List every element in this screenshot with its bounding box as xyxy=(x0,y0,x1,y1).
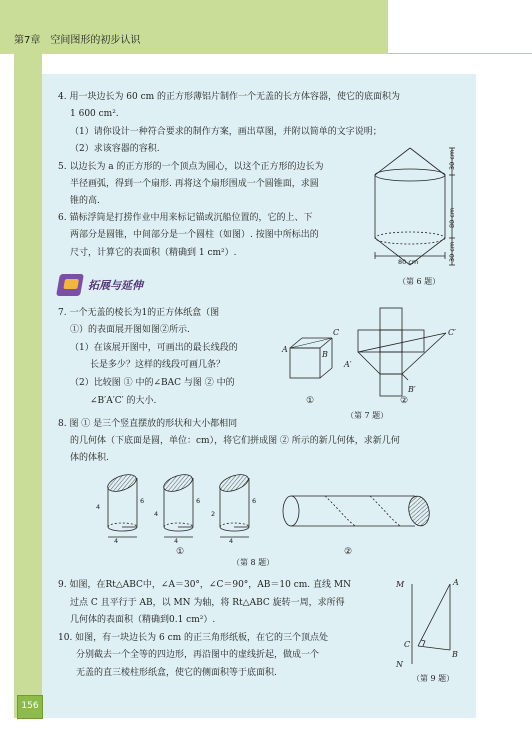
fig8-dim-6-a: 6 xyxy=(140,497,145,505)
fig9-caption: （第 9 题） xyxy=(412,674,455,683)
problem-4-line-1: 4. 用一块边长为 60 cm 的正方形薄铝片制作一个无盖的长方体容器，使它的底面积为 xyxy=(58,92,401,102)
fig7-label-C2: C′ xyxy=(448,328,456,337)
fig8-dim-4-e: 4 xyxy=(229,537,234,545)
problem-9-line-2: 过点 C 且平行于 AB，以 MN 为轴，将 Rt△ABC 旋转一周，求所得 xyxy=(70,598,345,608)
problem-5-line-3: 锥的高. xyxy=(70,196,100,206)
problem-9-line-1: 9. 如图，在Rt△ABC中，∠A＝30°，∠C＝90°，AB＝10 cm. 直线 MN xyxy=(58,580,351,590)
problem-7-line-4: 长是多少？这样的线段可画几条？ xyxy=(90,360,226,370)
chapter-header-band xyxy=(0,0,388,54)
problem-7-line-5: （2）比较图 ① 中的∠BAC 与图 ② 中的 xyxy=(70,378,235,388)
problem-4-line-2: 1 600 cm². xyxy=(70,109,119,119)
header-rule xyxy=(388,53,532,54)
fig8-sub-label-1: ① xyxy=(176,547,185,557)
problem-10-line-3: 无盖的直三棱柱形纸盒，使它的侧面积等于底面积. xyxy=(76,668,277,678)
fig8-dim-4-a: 4 xyxy=(96,503,101,511)
fig7-sub-label-1: ① xyxy=(306,396,315,406)
left-sidebar-band xyxy=(14,54,42,718)
fig6-dim-width: 80 cm xyxy=(398,258,419,266)
fig6-dim-mid: 80 cm xyxy=(448,207,456,228)
problem-4-line-4: （2）求该容器的容积. xyxy=(70,144,160,154)
fig8-dim-4-d: 4 xyxy=(174,537,179,545)
fig7-label-B2: B′ xyxy=(408,385,416,394)
problem-7-line-6: ∠B′A′C′ 的大小. xyxy=(90,396,157,406)
figure-7-net xyxy=(350,305,450,405)
problem-6-line-3: 尺寸，计算它的表面积（精确到 1 cm²）. xyxy=(70,248,237,258)
problem-8-line-2: 的几何体（下底面是圆，单位：cm），将它们拼成图 ② 所示的新几何体，求新几何 xyxy=(70,436,400,446)
fig8-caption: （第 8 题） xyxy=(232,558,275,567)
page-number: 156 xyxy=(21,701,39,711)
fig8-dim-4-c: 4 xyxy=(154,510,159,518)
fig9-label-C: C xyxy=(404,640,411,649)
fig7-label-A2: A′ xyxy=(344,360,352,369)
fig8-dim-2: 2 xyxy=(211,510,216,518)
problem-10-line-2: 分别截去一个全等的四边形，再沿图中的虚线折起，做成一个 xyxy=(76,650,320,660)
fig8-dim-4-b: 4 xyxy=(114,537,119,545)
fig6-dim-bottom: 30 cm xyxy=(448,241,456,262)
fig8-dim-6-b: 6 xyxy=(196,497,201,505)
fig7-label-B: B xyxy=(322,350,328,359)
figure-7-cube xyxy=(288,336,338,386)
fig8-dim-6-c: 6 xyxy=(252,497,257,505)
fig9-label-B: B xyxy=(452,650,458,659)
problem-7-line-2: ①）的表面展开图如图②所示. xyxy=(70,325,190,335)
fig6-caption: （第 6 题） xyxy=(398,277,441,286)
section-icon xyxy=(56,274,84,296)
fig7-label-A: A xyxy=(282,345,288,354)
problem-6-line-2: 两部分是圆锥，中间部分是一个圆柱（如图）. 按图中所标出的 xyxy=(70,230,319,240)
problem-8-line-1: 8. 图 ① 是三个竖直摆放的形状和大小都相同 xyxy=(58,419,238,429)
figure-8-three-solids xyxy=(100,473,270,548)
fig9-label-M: M xyxy=(396,580,405,589)
problem-8-line-3: 体的体积. xyxy=(70,453,109,463)
fig6-dim-top: 30 cm xyxy=(448,149,456,170)
fig7-label-C: C xyxy=(333,328,340,337)
page-number-box xyxy=(17,695,43,719)
problem-7-line-3: （1）在该展开图中，可画出的最长线段的 xyxy=(70,343,238,353)
figure-8-combined xyxy=(275,490,440,540)
fig7-caption: （第 7 题） xyxy=(346,411,389,420)
problem-5-line-2: 半径画弧，得到一个扇形. 再将这个扇形围成一个圆锥面，求圆 xyxy=(70,179,319,189)
problem-9-line-3: 几何体的表面积（精确到0.1 cm²）. xyxy=(70,615,216,625)
fig7-sub-label-2: ② xyxy=(400,396,409,406)
chapter-title: 第7章 空间图形的初步认识 xyxy=(14,35,141,46)
section-title: 拓展与延伸 xyxy=(88,279,143,292)
problem-7-line-1: 7. 一个无盖的棱长为1的正方体纸盒（图 xyxy=(58,308,220,318)
problem-5-line-1: 5. 以边长为 a 的正方形的一个顶点为圆心，以这个正方形的边长为 xyxy=(58,162,324,172)
fig8-sub-label-2: ② xyxy=(344,547,353,557)
fig9-label-N: N xyxy=(396,660,403,669)
problem-10-line-1: 10. 如图，有一块边长为 6 cm 的正三角形纸板，在它的三个顶点处 xyxy=(58,633,329,643)
fig9-label-A: A xyxy=(453,578,459,587)
problem-4-line-3: （1）请你设计一种符合要求的制作方案，画出草图，并附以简单的文字说明； xyxy=(70,127,382,137)
problem-6-line-1: 6. 锚标浮筒是打捞作业中用来标记锚或沉船位置的，它的上、下 xyxy=(58,213,313,223)
section-heading xyxy=(56,274,176,298)
